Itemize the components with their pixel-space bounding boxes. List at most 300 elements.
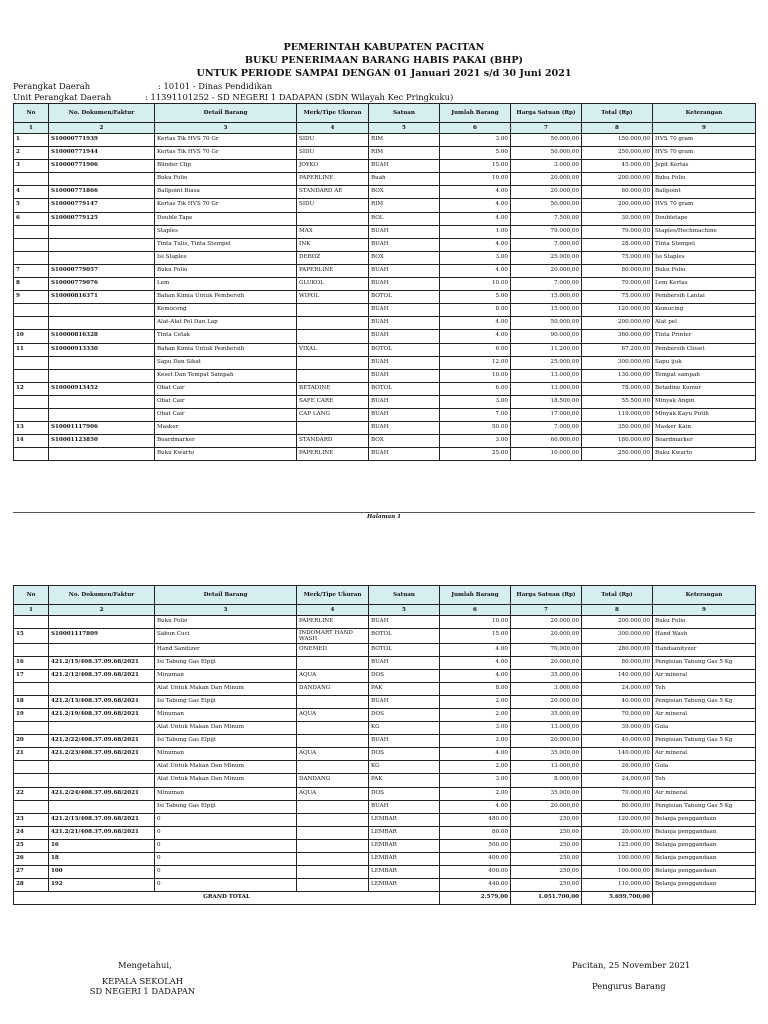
cell-jumlah: 4.00 bbox=[440, 748, 511, 761]
cell-keterangan: Boardmarker bbox=[653, 435, 756, 448]
table-row bbox=[14, 251, 756, 264]
column-number-dokumen: 2 bbox=[49, 605, 155, 616]
cell-no: 13 bbox=[14, 422, 49, 435]
cell-harga: 20.000,00 bbox=[511, 735, 582, 748]
cell-merk bbox=[297, 800, 369, 813]
cell-satuan: BUAH bbox=[369, 356, 440, 369]
cell-total: 200.000,00 bbox=[582, 317, 653, 330]
cell-no: 15 bbox=[14, 629, 49, 643]
page-break-rule bbox=[13, 512, 755, 513]
column-number-keterangan: 9 bbox=[653, 123, 756, 134]
table-row bbox=[14, 774, 756, 787]
column-header-jumlah: Jumlah Barang bbox=[440, 104, 511, 123]
cell-merk: STANDARD bbox=[297, 435, 369, 448]
table-row bbox=[14, 695, 756, 708]
cell-dokumen: S10000913452 bbox=[49, 382, 155, 395]
cell-jumlah: 3.00 bbox=[440, 435, 511, 448]
cell-jumlah: 4.00 bbox=[440, 264, 511, 277]
cell-detail: Hand Sanitizer bbox=[155, 643, 297, 656]
cell-keterangan: Teh bbox=[653, 774, 756, 787]
column-header-jumlah: Jumlah Barang bbox=[440, 586, 511, 605]
cell-keterangan: Doubletape bbox=[653, 212, 756, 225]
cell-satuan: BOTOL bbox=[369, 643, 440, 656]
table-row bbox=[14, 629, 756, 643]
cell-jumlah: 4.00 bbox=[440, 212, 511, 225]
cell-keterangan: Gula bbox=[653, 761, 756, 774]
table-row bbox=[14, 160, 756, 173]
cell-jumlah: 4.00 bbox=[440, 199, 511, 212]
cell-merk bbox=[297, 839, 369, 852]
cell-dokumen: 421.2/23/408.37.09.68/2021 bbox=[49, 748, 155, 761]
cell-merk: PAPERLINE bbox=[297, 173, 369, 186]
cell-no: 11 bbox=[14, 343, 49, 356]
column-header-dokumen: No. Dokumen/Faktur bbox=[49, 586, 155, 605]
cell-jumlah: 3.00 bbox=[440, 134, 511, 147]
table-row bbox=[14, 748, 756, 761]
cell-total: 20.000,00 bbox=[582, 826, 653, 839]
cell-satuan: BOTOL bbox=[369, 343, 440, 356]
cell-jumlah: 400.00 bbox=[440, 866, 511, 879]
cell-no: 17 bbox=[14, 669, 49, 682]
cell-detail: Bahan Kimia Untuk Pembersih bbox=[155, 343, 297, 356]
cell-total: 250.000,00 bbox=[582, 448, 653, 461]
cell-jumlah: 50.00 bbox=[440, 422, 511, 435]
cell-total: 120.000,00 bbox=[582, 813, 653, 826]
column-header-no: No bbox=[14, 586, 49, 605]
cell-detail: 0 bbox=[155, 813, 297, 826]
cell-total: 250.000,00 bbox=[582, 147, 653, 160]
cell-no bbox=[14, 369, 49, 382]
cell-total: 45.000,00 bbox=[582, 160, 653, 173]
cell-jumlah: 5.00 bbox=[440, 147, 511, 160]
cell-jumlah: 7.00 bbox=[440, 408, 511, 421]
cell-satuan: LEMBAR bbox=[369, 813, 440, 826]
cell-jumlah: 80.00 bbox=[440, 826, 511, 839]
cell-jumlah: 2.00 bbox=[440, 708, 511, 721]
cell-keterangan: Buku Folio bbox=[653, 173, 756, 186]
table-row bbox=[14, 879, 756, 892]
cell-keterangan: Pembersih Closet bbox=[653, 343, 756, 356]
cell-total: 80.000,00 bbox=[582, 800, 653, 813]
cell-detail: Buku Folio bbox=[155, 173, 297, 186]
cell-harga: 250,00 bbox=[511, 853, 582, 866]
cell-detail: Lem bbox=[155, 278, 297, 291]
table-row bbox=[14, 278, 756, 291]
cell-harga: 35.000,00 bbox=[511, 708, 582, 721]
cell-satuan: BUAH bbox=[369, 422, 440, 435]
cell-merk: DEBOZ bbox=[297, 251, 369, 264]
cell-dokumen bbox=[49, 304, 155, 317]
cell-dokumen bbox=[49, 317, 155, 330]
cell-merk bbox=[297, 853, 369, 866]
cell-satuan: RIM bbox=[369, 147, 440, 160]
cell-merk: VIXAL bbox=[297, 343, 369, 356]
grand-total-row bbox=[14, 892, 756, 905]
column-number-row bbox=[14, 123, 756, 134]
table-row bbox=[14, 643, 756, 656]
cell-harga: 3.000,00 bbox=[511, 682, 582, 695]
cell-dokumen: S10000779147 bbox=[49, 199, 155, 212]
cell-no bbox=[14, 317, 49, 330]
cell-keterangan: Pengisian Tabung Gas 5 Kg bbox=[653, 800, 756, 813]
cell-satuan: LEMBAR bbox=[369, 839, 440, 852]
cell-dokumen bbox=[49, 251, 155, 264]
table-row bbox=[14, 708, 756, 721]
cell-jumlah: 480.00 bbox=[440, 813, 511, 826]
cell-merk: BETADINE bbox=[297, 382, 369, 395]
column-header-detail: Detail Barang bbox=[155, 586, 297, 605]
column-header-total: Total (Rp) bbox=[582, 586, 653, 605]
cell-jumlah: 3.00 bbox=[440, 722, 511, 735]
cell-keterangan: Lem Kertas bbox=[653, 278, 756, 291]
table-row bbox=[14, 317, 756, 330]
cell-jumlah: 4.00 bbox=[440, 186, 511, 199]
cell-harga: 90.000,00 bbox=[511, 330, 582, 343]
cell-detail: Boardmarker bbox=[155, 435, 297, 448]
cell-no: 26 bbox=[14, 853, 49, 866]
cell-total: 280.000,00 bbox=[582, 643, 653, 656]
cell-jumlah: 5.00 bbox=[440, 291, 511, 304]
cell-jumlah: 440.00 bbox=[440, 879, 511, 892]
cell-total: 120.000,00 bbox=[582, 304, 653, 317]
cell-dokumen: 421.2/15/408.37.09.68/2021 bbox=[49, 656, 155, 669]
cell-detail: Kertas Tik HVS 70 Gr bbox=[155, 134, 297, 147]
cell-harga: 20.000,00 bbox=[511, 800, 582, 813]
cell-jumlah: 12.00 bbox=[440, 356, 511, 369]
cell-dokumen bbox=[49, 616, 155, 629]
cell-detail: Isi Staples bbox=[155, 251, 297, 264]
cell-detail: Kemoceng bbox=[155, 304, 297, 317]
cell-dokumen: S10001117906 bbox=[49, 422, 155, 435]
cell-harga: 20.000,00 bbox=[511, 173, 582, 186]
cell-jumlah: 2.00 bbox=[440, 761, 511, 774]
cell-jumlah: 4.00 bbox=[440, 643, 511, 656]
column-number-no: 1 bbox=[14, 605, 49, 616]
cell-merk bbox=[297, 422, 369, 435]
cell-jumlah: 4.00 bbox=[440, 669, 511, 682]
cell-total: 100.000,00 bbox=[582, 866, 653, 879]
cell-harga: 250,00 bbox=[511, 813, 582, 826]
cell-dokumen bbox=[49, 800, 155, 813]
cell-keterangan: Air mineral bbox=[653, 787, 756, 800]
column-header-total: Total (Rp) bbox=[582, 104, 653, 123]
cell-total: 55.500,00 bbox=[582, 395, 653, 408]
cell-satuan: BUAH bbox=[369, 330, 440, 343]
table-row bbox=[14, 382, 756, 395]
cell-no bbox=[14, 304, 49, 317]
cell-detail: Buku Folio bbox=[155, 616, 297, 629]
cell-total: 80.000,00 bbox=[582, 264, 653, 277]
cell-total: 24.000,00 bbox=[582, 774, 653, 787]
page-number-label: Halaman 1 bbox=[366, 514, 402, 520]
cell-detail: Alat Untuk Makan Dan Minum bbox=[155, 774, 297, 787]
cell-detail: Ballpoint Biasa bbox=[155, 186, 297, 199]
cell-harga: 11.200,00 bbox=[511, 343, 582, 356]
cell-satuan: BUAH bbox=[369, 656, 440, 669]
cell-no: 6 bbox=[14, 212, 49, 225]
cell-merk: CAP LANG bbox=[297, 408, 369, 421]
column-header-harga: Harga Satuan (Rp) bbox=[511, 104, 582, 123]
cell-total: 24.000,00 bbox=[582, 682, 653, 695]
cell-satuan: BUAH bbox=[369, 800, 440, 813]
cell-satuan: BUAH bbox=[369, 616, 440, 629]
cell-jumlah: 2.00 bbox=[440, 787, 511, 800]
cell-dokumen bbox=[49, 369, 155, 382]
signature-kepala-sekolah: KEPALA SEKOLAH bbox=[101, 976, 184, 986]
cell-jumlah: 15.00 bbox=[440, 160, 511, 173]
cell-harga: 8.000,00 bbox=[511, 774, 582, 787]
cell-keterangan: Alat pel bbox=[653, 317, 756, 330]
cell-no bbox=[14, 800, 49, 813]
cell-satuan: BOTOL bbox=[369, 629, 440, 643]
cell-total: 140.000,00 bbox=[582, 748, 653, 761]
cell-total: 150.000,00 bbox=[582, 134, 653, 147]
cell-merk: INDOMART HAND WASH bbox=[297, 629, 369, 643]
cell-keterangan: Buku Kwarto bbox=[653, 448, 756, 461]
cell-satuan: LEMBAR bbox=[369, 826, 440, 839]
cell-jumlah: 6.00 bbox=[440, 343, 511, 356]
cell-dokumen: 16 bbox=[49, 839, 155, 852]
column-header-detail: Detail Barang bbox=[155, 104, 297, 123]
cell-total: 39.000,00 bbox=[582, 722, 653, 735]
cell-keterangan: HVS 70 gram bbox=[653, 199, 756, 212]
cell-total: 119.000,00 bbox=[582, 408, 653, 421]
cell-keterangan: Belanja penggandaan bbox=[653, 826, 756, 839]
cell-total: 125.000,00 bbox=[582, 839, 653, 852]
cell-detail: 0 bbox=[155, 826, 297, 839]
column-number-jumlah: 6 bbox=[440, 123, 511, 134]
cell-dokumen bbox=[49, 761, 155, 774]
cell-dokumen bbox=[49, 722, 155, 735]
cell-jumlah: 8.00 bbox=[440, 682, 511, 695]
cell-satuan: KG bbox=[369, 722, 440, 735]
cell-satuan: BUAH bbox=[369, 369, 440, 382]
cell-harga: 7.000,00 bbox=[511, 238, 582, 251]
table-row bbox=[14, 264, 756, 277]
cell-total: 28.000,00 bbox=[582, 238, 653, 251]
cell-detail: Minuman bbox=[155, 787, 297, 800]
cell-jumlah: 10.00 bbox=[440, 369, 511, 382]
cell-keterangan: Teh bbox=[653, 682, 756, 695]
cell-total: 40.000,00 bbox=[582, 695, 653, 708]
cell-dokumen: S10000816371 bbox=[49, 291, 155, 304]
header-book-title: BUKU PENERIMAAN BARANG HABIS PAKAI (BHP) bbox=[244, 55, 524, 66]
column-number-merk: 4 bbox=[297, 123, 369, 134]
cell-keterangan: Hand Wash bbox=[653, 629, 756, 643]
column-number-harga: 7 bbox=[511, 605, 582, 616]
table-row bbox=[14, 238, 756, 251]
cell-harga: 13.000,00 bbox=[511, 722, 582, 735]
cell-jumlah: 10.00 bbox=[440, 616, 511, 629]
cell-detail: Bahan Kimia Untuk Pembersih bbox=[155, 291, 297, 304]
cell-merk bbox=[297, 656, 369, 669]
cell-no bbox=[14, 722, 49, 735]
cell-merk bbox=[297, 212, 369, 225]
table-row bbox=[14, 853, 756, 866]
cell-satuan: DOS bbox=[369, 748, 440, 761]
cell-total: 80.000,00 bbox=[582, 656, 653, 669]
cell-no: 18 bbox=[14, 695, 49, 708]
cell-jumlah: 3.00 bbox=[440, 395, 511, 408]
cell-dokumen bbox=[49, 448, 155, 461]
cell-merk: JOYKO bbox=[297, 160, 369, 173]
goods-table-page-1 bbox=[13, 103, 756, 461]
cell-keterangan: Pengisian Tabung Gas 5 Kg bbox=[653, 656, 756, 669]
cell-no bbox=[14, 225, 49, 238]
cell-harga: 20.000,00 bbox=[511, 186, 582, 199]
cell-harga: 10.000,00 bbox=[511, 448, 582, 461]
cell-harga: 20.000,00 bbox=[511, 616, 582, 629]
cell-total: 180.000,00 bbox=[582, 435, 653, 448]
cell-detail: Sapu Dan Sikat bbox=[155, 356, 297, 369]
cell-merk: GLUKOL bbox=[297, 278, 369, 291]
cell-merk: STANDARD AE bbox=[297, 186, 369, 199]
cell-satuan: RIM bbox=[369, 134, 440, 147]
cell-merk: AQUA bbox=[297, 708, 369, 721]
cell-keterangan: Kemucing bbox=[653, 304, 756, 317]
cell-dokumen: S10000771906 bbox=[49, 160, 155, 173]
cell-merk: PAPERLINE bbox=[297, 264, 369, 277]
column-number-no: 1 bbox=[14, 123, 49, 134]
header-government: PEMERINTAH KABUPATEN PACITAN bbox=[283, 42, 485, 53]
cell-satuan: BUAH bbox=[369, 278, 440, 291]
cell-harga: 3.000,00 bbox=[511, 160, 582, 173]
cell-total: 350.000,00 bbox=[582, 422, 653, 435]
table-row bbox=[14, 225, 756, 238]
cell-jumlah: 6.00 bbox=[440, 382, 511, 395]
cell-keterangan: Sapu ijuk bbox=[653, 356, 756, 369]
table-row bbox=[14, 369, 756, 382]
cell-no: 21 bbox=[14, 748, 49, 761]
column-header-dokumen: No. Dokumen/Faktur bbox=[49, 104, 155, 123]
cell-dokumen: 421.2/12/408.37.09.68/2021 bbox=[49, 669, 155, 682]
column-number-dokumen: 2 bbox=[49, 123, 155, 134]
column-number-satuan: 5 bbox=[369, 123, 440, 134]
cell-jumlah: 15.00 bbox=[440, 629, 511, 643]
cell-jumlah: 2.00 bbox=[440, 695, 511, 708]
cell-total: 78.000,00 bbox=[582, 382, 653, 395]
cell-keterangan: Staples/Hechmachine bbox=[653, 225, 756, 238]
cell-satuan: DOS bbox=[369, 787, 440, 800]
cell-no bbox=[14, 774, 49, 787]
cell-merk bbox=[297, 761, 369, 774]
cell-detail: Obat Cair bbox=[155, 408, 297, 421]
cell-jumlah: 10.00 bbox=[440, 278, 511, 291]
cell-satuan: BUAH bbox=[369, 317, 440, 330]
cell-dokumen bbox=[49, 682, 155, 695]
cell-harga: 13.000,00 bbox=[511, 369, 582, 382]
cell-merk: DANDANG bbox=[297, 682, 369, 695]
cell-dokumen: 421.2/21/408.37.09.68/2021 bbox=[49, 826, 155, 839]
cell-keterangan: Isi Staples bbox=[653, 251, 756, 264]
cell-keterangan: Ballpoint bbox=[653, 186, 756, 199]
cell-keterangan: Handsanityzer bbox=[653, 643, 756, 656]
cell-keterangan: Gula bbox=[653, 722, 756, 735]
cell-harga: 20.000,00 bbox=[511, 629, 582, 643]
grand-total-total: 5.699.700,00 bbox=[582, 892, 653, 905]
cell-dokumen bbox=[49, 173, 155, 186]
cell-harga: 20.000,00 bbox=[511, 656, 582, 669]
table-row bbox=[14, 422, 756, 435]
cell-no: 27 bbox=[14, 866, 49, 879]
cell-dokumen: 421.2/24/408.37.09.68/2021 bbox=[49, 787, 155, 800]
cell-merk: PAPERLINE bbox=[297, 448, 369, 461]
cell-dokumen: S10000779076 bbox=[49, 278, 155, 291]
grand-total-harga: 1.051.700,00 bbox=[511, 892, 582, 905]
cell-jumlah: 500.00 bbox=[440, 839, 511, 852]
cell-detail: Buku Kwarto bbox=[155, 448, 297, 461]
table-row bbox=[14, 147, 756, 160]
cell-keterangan: HVS 70 gram bbox=[653, 134, 756, 147]
cell-satuan: BUAH bbox=[369, 448, 440, 461]
cell-keterangan: Pembersih Lantai bbox=[653, 291, 756, 304]
cell-keterangan: Buku Folio bbox=[653, 264, 756, 277]
cell-merk: SIDU bbox=[297, 147, 369, 160]
cell-total: 300.000,00 bbox=[582, 629, 653, 643]
cell-keterangan: Belanja penggandaan bbox=[653, 866, 756, 879]
cell-satuan: Buah bbox=[369, 173, 440, 186]
signature-place-date: Pacitan, 25 November 2021 bbox=[572, 960, 691, 970]
cell-detail: Double Tape bbox=[155, 212, 297, 225]
cell-total: 70.000,00 bbox=[582, 708, 653, 721]
cell-no: 14 bbox=[14, 435, 49, 448]
cell-merk bbox=[297, 826, 369, 839]
column-number-detail: 3 bbox=[155, 605, 297, 616]
cell-no: 22 bbox=[14, 787, 49, 800]
cell-detail: Isi Tabung Gas Elpiji bbox=[155, 735, 297, 748]
cell-detail: Alat Untuk Makan Dan Minum bbox=[155, 722, 297, 735]
cell-total: 200.000,00 bbox=[582, 616, 653, 629]
table-row bbox=[14, 343, 756, 356]
cell-jumlah: 25.00 bbox=[440, 448, 511, 461]
cell-keterangan: Air mineral bbox=[653, 748, 756, 761]
cell-no: 1 bbox=[14, 134, 49, 147]
cell-no bbox=[14, 251, 49, 264]
goods-table-page-2 bbox=[13, 585, 756, 905]
cell-merk: AQUA bbox=[297, 669, 369, 682]
cell-no: 16 bbox=[14, 656, 49, 669]
cell-total: 200.000,00 bbox=[582, 199, 653, 212]
cell-no bbox=[14, 643, 49, 656]
cell-harga: 50.000,00 bbox=[511, 134, 582, 147]
table-row bbox=[14, 199, 756, 212]
column-number-keterangan: 9 bbox=[653, 605, 756, 616]
cell-dokumen: S10000779057 bbox=[49, 264, 155, 277]
cell-detail: Alat-Alat Pel Dan Lap bbox=[155, 317, 297, 330]
cell-jumlah: 400.00 bbox=[440, 853, 511, 866]
table-row bbox=[14, 186, 756, 199]
cell-merk bbox=[297, 735, 369, 748]
cell-total: 80.000,00 bbox=[582, 186, 653, 199]
cell-total: 100.000,00 bbox=[582, 853, 653, 866]
cell-merk bbox=[297, 695, 369, 708]
cell-jumlah: 8.00 bbox=[440, 304, 511, 317]
cell-harga: 250,00 bbox=[511, 866, 582, 879]
cell-total: 30.000,00 bbox=[582, 212, 653, 225]
signature-pengurus-barang: Pengurus Barang bbox=[592, 981, 666, 991]
cell-satuan: BUAH bbox=[369, 264, 440, 277]
table-row bbox=[14, 291, 756, 304]
column-number-total: 8 bbox=[582, 123, 653, 134]
cell-merk bbox=[297, 330, 369, 343]
cell-merk: MAX bbox=[297, 225, 369, 238]
cell-keterangan: Tempat sampah bbox=[653, 369, 756, 382]
cell-dokumen bbox=[49, 395, 155, 408]
cell-no bbox=[14, 356, 49, 369]
cell-satuan: BUAH bbox=[369, 304, 440, 317]
table-row bbox=[14, 722, 756, 735]
cell-satuan: BUAH bbox=[369, 395, 440, 408]
